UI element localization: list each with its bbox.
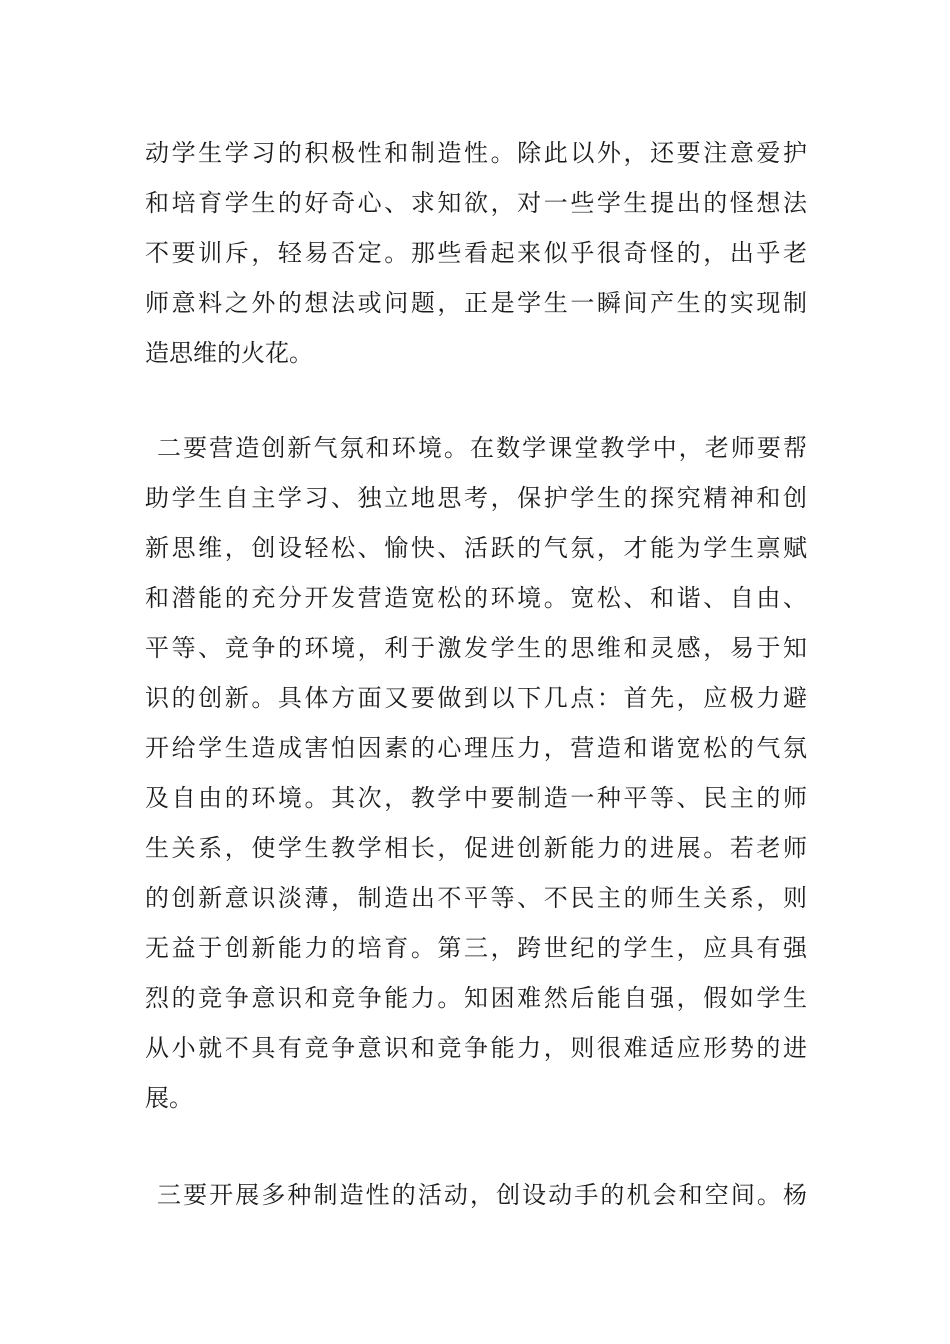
paragraph-line: 展。: [145, 1084, 193, 1112]
paragraph-line: 烈的竞争意识和竞争能力。知困难然后能自强，假如学生: [145, 984, 807, 1012]
paragraph-line: 师意料之外的想法或问题，正是学生一瞬间产生的实现制: [145, 289, 807, 317]
paragraph-line: 及自由的环境。其次，教学中要制造一种平等、民主的师: [145, 784, 807, 812]
paragraph-3: [145, 1170, 807, 1220]
paragraph-line: 生关系，使学生教学相长，促进创新能力的进展。若老师: [145, 834, 807, 862]
paragraph-line: 和培育学生的好奇心、求知欲，对一些学生提出的怪想法: [145, 189, 807, 217]
paragraph-line: 和潜能的充分开发营造宽松的环境。宽松、和谐、自由、: [145, 584, 807, 612]
paragraph-line: 不要训斥，轻易否定。那些看起来似乎很奇怪的，出乎老: [145, 239, 807, 267]
paragraph-2: [145, 423, 807, 1123]
paragraph-line: 三要开展多种制造性的活动，创设动手的机会和空间。杨: [157, 1181, 807, 1209]
paragraph-line: 造思维的火花。: [145, 339, 313, 367]
paragraph-1: [145, 128, 807, 378]
paragraph-line: 新思维，创设轻松、愉快、活跃的气氛，才能为学生禀赋: [145, 534, 807, 562]
paragraph-line: 开给学生造成害怕因素的心理压力，营造和谐宽松的气氛: [145, 734, 807, 762]
paragraph-line: 无益于创新能力的培育。第三，跨世纪的学生，应具有强: [145, 934, 807, 962]
paragraph-line: 助学生自主学习、独立地思考，保护学生的探究精神和创: [145, 484, 807, 512]
paragraph-line: 二要营造创新气氛和环境。在数学课堂教学中，老师要帮: [157, 434, 807, 462]
paragraph-line: 从小就不具有竞争意识和竞争能力，则很难适应形势的进: [145, 1034, 807, 1062]
paragraph-line: 动学生学习的积极性和制造性。除此以外，还要注意爱护: [145, 139, 807, 167]
paragraph-line: 的创新意识淡薄，制造出不平等、不民主的师生关系，则: [145, 884, 807, 912]
paragraph-line: 平等、竞争的环境，利于激发学生的思维和灵感，易于知: [145, 634, 807, 662]
paragraph-line: 识的创新。具体方面又要做到以下几点：首先，应极力避: [145, 684, 807, 712]
